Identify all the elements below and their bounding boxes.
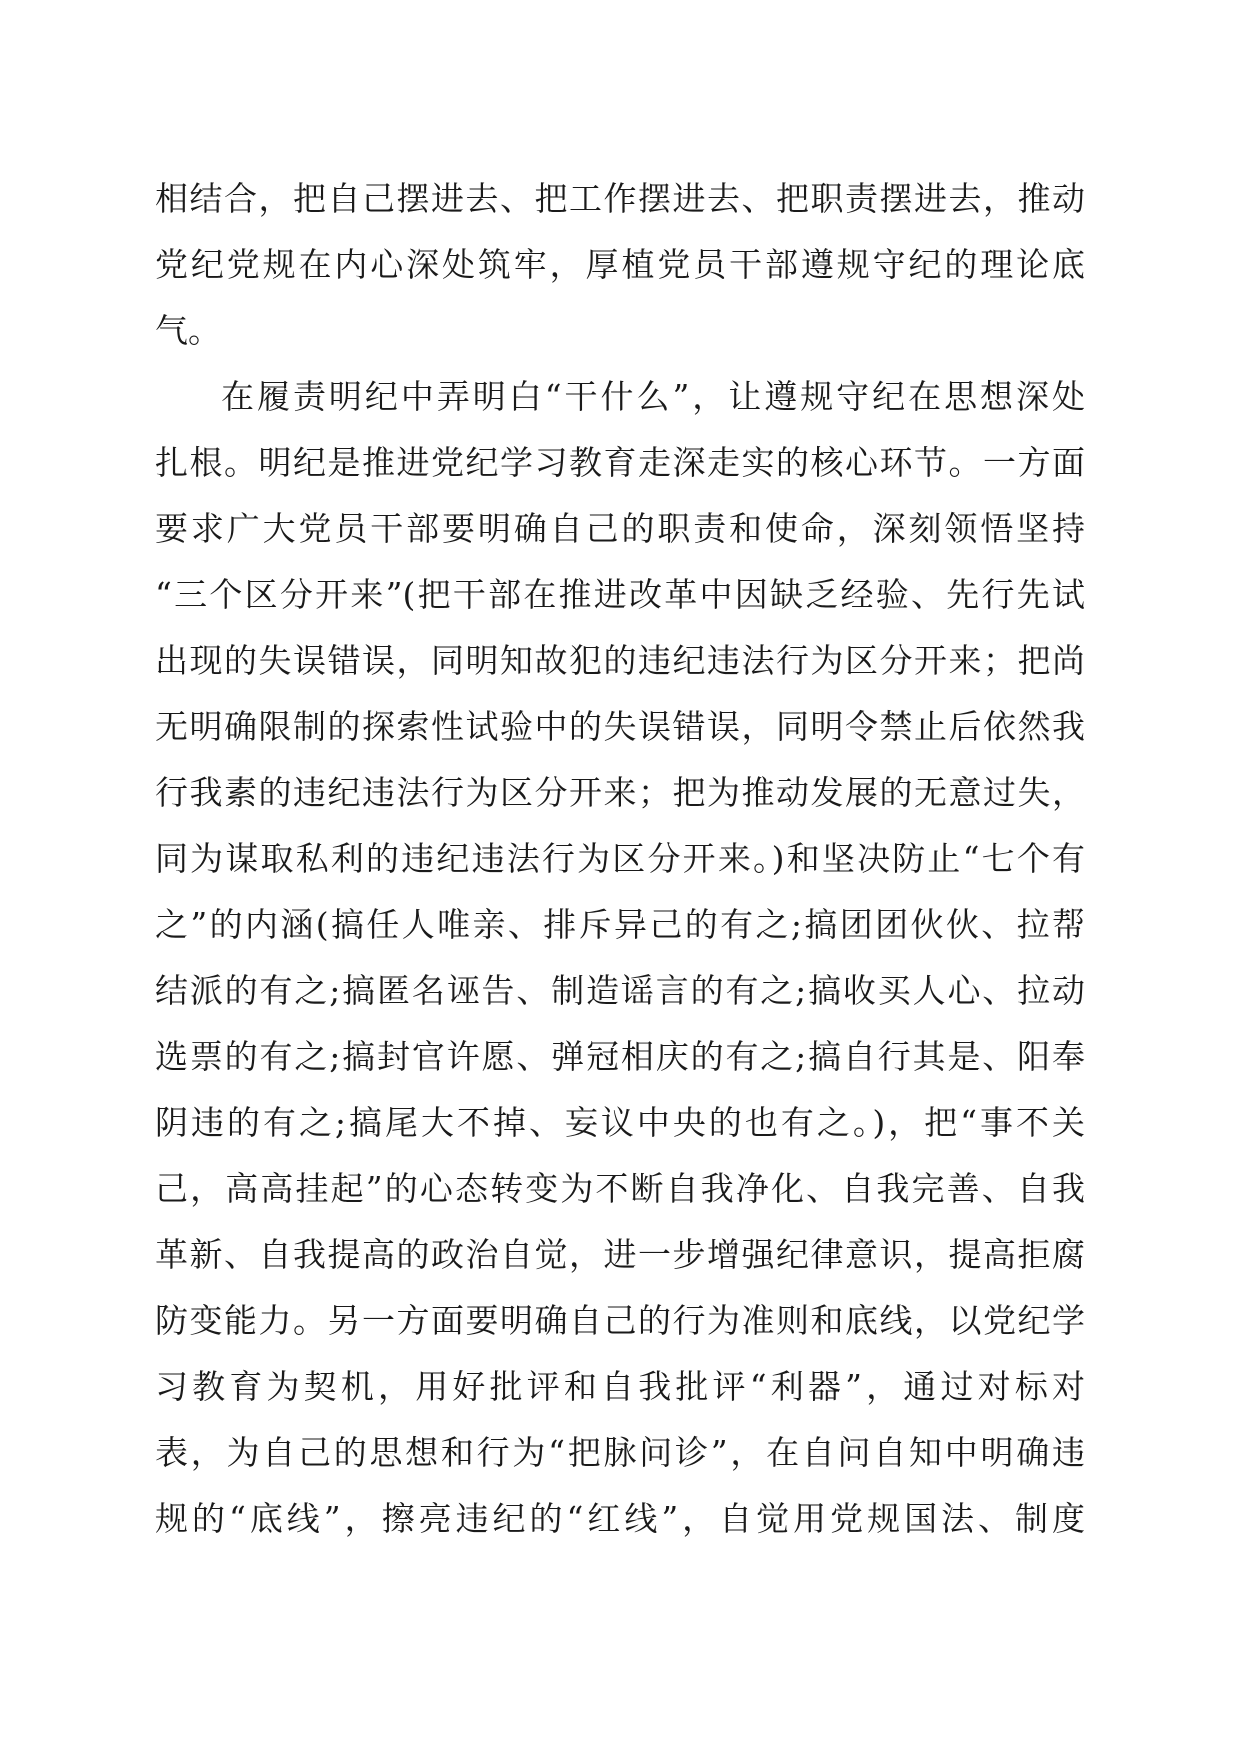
text-line: 党纪党规在内心深处筑牢，厚植党员干部遵规守纪的理论底 (155, 245, 1085, 284)
text-line: 选票的有之;搞封官许愿、弹冠相庆的有之;搞自行其是、阳奉 (155, 1037, 1085, 1076)
text-line: 出现的失误错误，同明知故犯的违纪违法行为区分开来；把尚 (155, 641, 1085, 680)
text-line: 规的“底线”，擦亮违纪的“红线”，自觉用党规国法、制度 (155, 1499, 1085, 1538)
text-line: 同为谋取私利的违纪违法行为区分开来。)和坚决防止“七个有 (155, 839, 1085, 878)
text-line: 之”的内涵(搞任人唯亲、排斥异己的有之;搞团团伙伙、拉帮 (155, 905, 1085, 944)
text-line: 无明确限制的探索性试验中的失误错误，同明令禁止后依然我 (155, 707, 1085, 746)
text-line: 表，为自己的思想和行为“把脉问诊”，在自问自知中明确违 (155, 1433, 1085, 1472)
text-line: 要求广大党员干部要明确自己的职责和使命，深刻领悟坚持 (155, 509, 1085, 548)
text-line: 行我素的违纪违法行为区分开来；把为推动发展的无意过失， (155, 773, 1085, 812)
text-line: 习教育为契机，用好批评和自我批评“利器”，通过对标对 (155, 1367, 1085, 1406)
text-line: “三个区分开来”(把干部在推进改革中因缺乏经验、先行先试 (155, 575, 1085, 614)
text-line: 防变能力。另一方面要明确自己的行为准则和底线，以党纪学 (155, 1301, 1085, 1340)
paragraph-first-line: 在履责明纪中弄明白“干什么”，让遵规守纪在思想深处 (221, 377, 1085, 416)
text-line: 阴违的有之;搞尾大不掉、妄议中央的也有之。)，把“事不关 (155, 1103, 1085, 1142)
text-line: 扎根。明纪是推进党纪学习教育走深走实的核心环节。一方面 (155, 443, 1085, 482)
text-line: 革新、自我提高的政治自觉，进一步增强纪律意识，提高拒腐 (155, 1235, 1085, 1274)
text-line: 相结合，把自己摆进去、把工作摆进去、把职责摆进去，推动 (155, 179, 1085, 218)
text-line: 气。 (155, 311, 221, 350)
text-line: 己，高高挂起”的心态转变为不断自我净化、自我完善、自我 (155, 1169, 1085, 1208)
body-text (155, 166, 1085, 1552)
text-line: 结派的有之;搞匿名诬告、制造谣言的有之;搞收买人心、拉动 (155, 971, 1085, 1010)
